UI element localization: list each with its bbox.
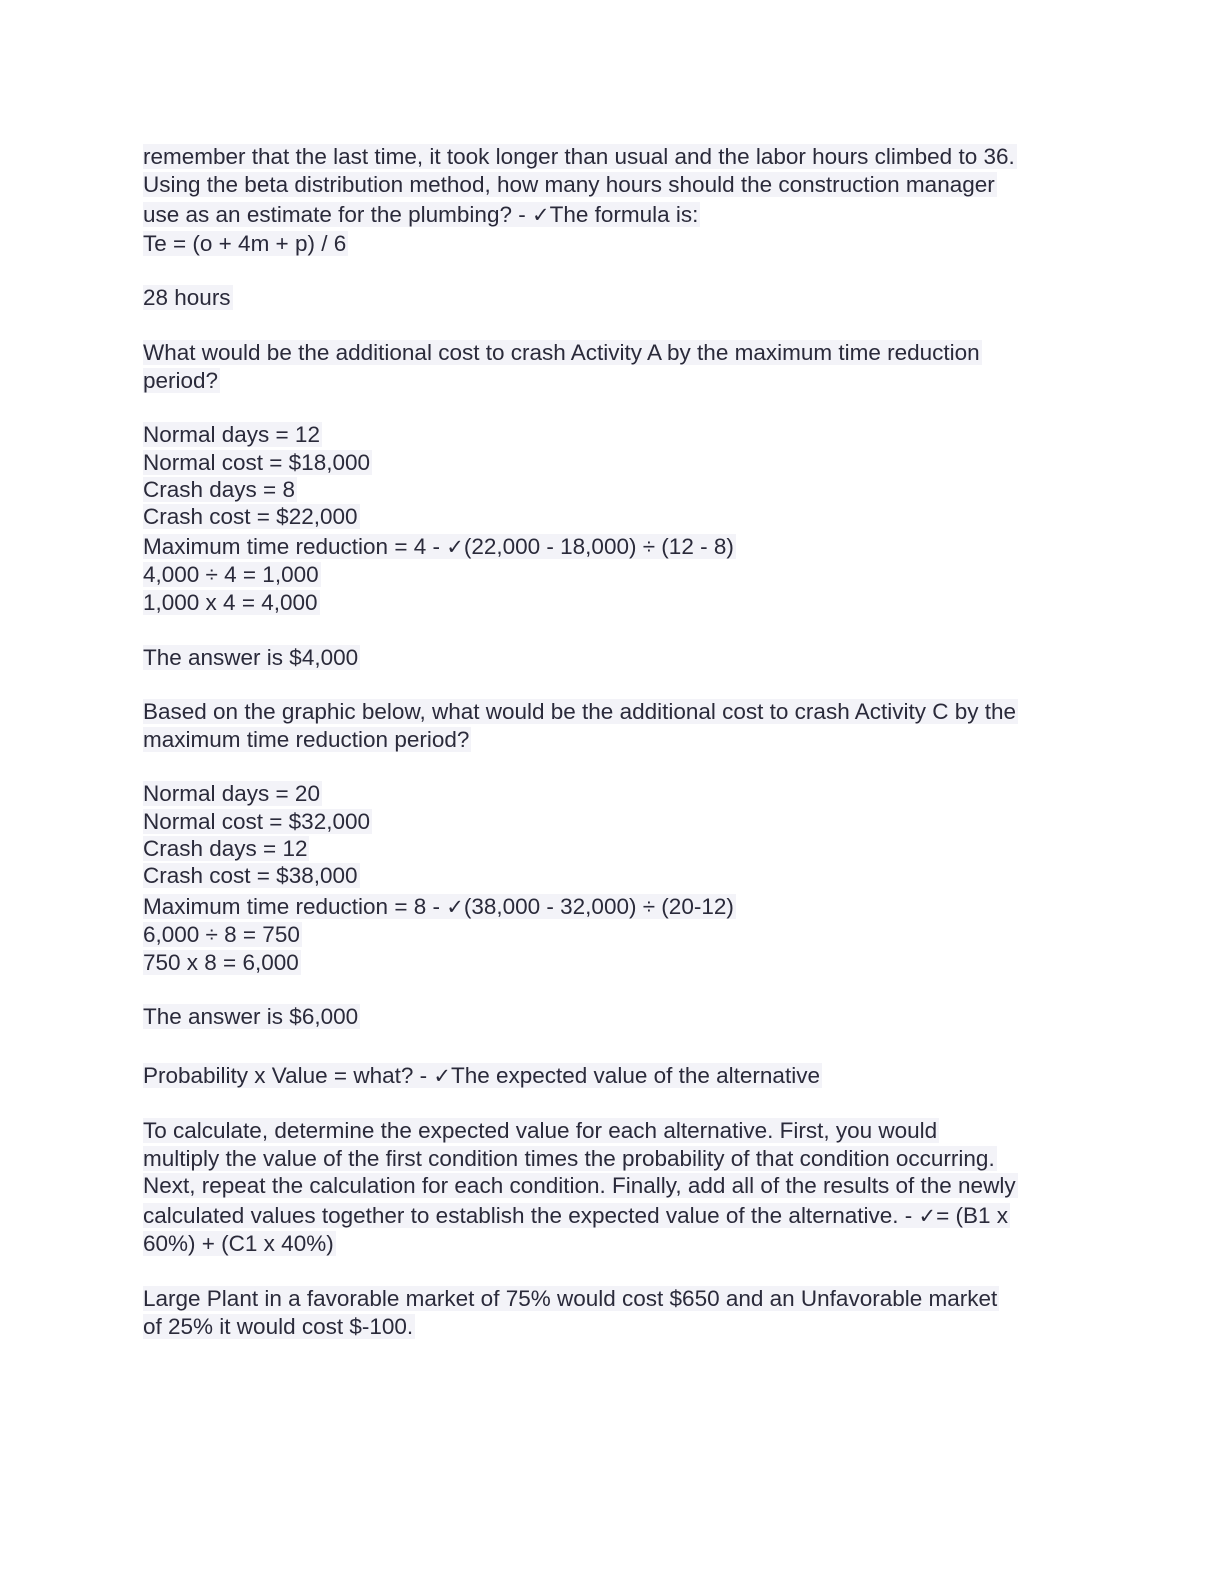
text-line	[143, 862, 360, 889]
text-line	[143, 201, 700, 229]
text-span	[143, 534, 736, 559]
formula-text: Te = (o + 4m + p) / 6	[143, 231, 347, 256]
text-span: Crash days = 12	[143, 836, 308, 861]
text-line	[143, 921, 302, 948]
check-icon: ✓	[446, 895, 464, 919]
answer-text: The answer is $6,000	[143, 1004, 359, 1029]
text-line	[143, 421, 322, 448]
question-text: of 25% it would cost $-100.	[143, 1314, 414, 1339]
answer-text: The formula is:	[549, 202, 699, 227]
check-icon: ✓	[918, 1204, 937, 1228]
check-icon: ✓	[531, 203, 550, 227]
text-line	[143, 1117, 939, 1144]
text-line	[143, 171, 997, 198]
answer-text: 28 hours	[143, 285, 231, 310]
question-text: What would be the additional cost to crash Activity A by the maximum time reduction	[143, 340, 980, 365]
text-line	[143, 726, 471, 753]
text-span: Normal cost = $18,000	[143, 450, 370, 475]
question-text: maximum time reduction period?	[143, 727, 470, 752]
text-line	[143, 1172, 1018, 1199]
text-span: remember that the last time, it took longer than usual and the labor hours climbed to 36.	[143, 144, 1015, 169]
question-text: Large Plant in a favorable market of 75% would cost $650 and an Unfavorable market	[143, 1286, 998, 1311]
text-line	[143, 1230, 336, 1257]
text-span: 6,000 ÷ 8 = 750	[143, 922, 300, 947]
text-line	[143, 230, 348, 257]
answer-text: (38,000 - 32,000) ÷ (20-12)	[463, 894, 734, 919]
text-line	[143, 284, 233, 311]
text-line	[143, 589, 320, 616]
text-span: Crash days = 8	[143, 477, 295, 502]
text-line	[143, 1202, 1010, 1230]
text-line	[143, 143, 1017, 170]
text-span	[143, 202, 700, 227]
answer-text: = (B1 x	[936, 1203, 1008, 1228]
text-line	[143, 808, 372, 835]
answer-text: (22,000 - 18,000) ÷ (12 - 8)	[463, 534, 734, 559]
text-line	[143, 449, 372, 476]
text-line	[143, 949, 301, 976]
text-line	[143, 367, 220, 394]
question-text: use as an estimate for the plumbing? -	[143, 202, 532, 227]
question-text: multiply the value of the first condition times the probability of that condition occurring.	[143, 1146, 995, 1171]
text-line	[143, 1285, 999, 1312]
text-line	[143, 1003, 360, 1030]
check-icon: ✓	[433, 1064, 451, 1088]
text-span: Normal cost = $32,000	[143, 809, 370, 834]
text-line	[143, 780, 322, 807]
text-line	[143, 1145, 997, 1172]
text-line	[143, 533, 736, 561]
text-span	[143, 1203, 1010, 1228]
question-text: Maximum time reduction = 4 -	[143, 534, 447, 559]
question-text: Based on the graphic below, what would be the additional cost to crash Activity C by the	[143, 699, 1017, 724]
text-line	[143, 476, 297, 503]
question-text: Maximum time reduction = 8 -	[143, 894, 447, 919]
question-text: calculated values together to establish the expected value of the alternative. -	[143, 1203, 919, 1228]
answer-text: 60%) + (C1 x 40%)	[143, 1231, 334, 1256]
text-span: 1,000 x 4 = 4,000	[143, 590, 318, 615]
text-span	[143, 894, 736, 919]
text-span	[143, 1063, 822, 1088]
answer-text: The answer is $4,000	[143, 645, 359, 670]
question-text: period?	[143, 368, 219, 393]
text-line	[143, 835, 309, 862]
text-span: 750 x 8 = 6,000	[143, 950, 299, 975]
text-span: 4,000 ÷ 4 = 1,000	[143, 562, 319, 587]
text-line	[143, 503, 360, 530]
text-span: Using the beta distribution method, how many hours should the construction manager	[143, 172, 995, 197]
text-line	[143, 1062, 822, 1090]
text-line	[143, 1313, 415, 1340]
text-line	[143, 893, 736, 921]
text-line	[143, 561, 321, 588]
text-line	[143, 644, 360, 671]
question-text: To calculate, determine the expected value for each alternative. First, you would	[143, 1118, 938, 1143]
text-span: Crash cost = $38,000	[143, 863, 358, 888]
question-text: Probability x Value = what? -	[143, 1063, 434, 1088]
question-text: Next, repeat the calculation for each condition. Finally, add all of the results of the newly	[143, 1173, 1016, 1198]
text-line	[143, 339, 982, 366]
text-span: Crash cost = $22,000	[143, 504, 358, 529]
text-span: Normal days = 12	[143, 422, 320, 447]
check-icon: ✓	[446, 535, 464, 559]
text-span: Normal days = 20	[143, 781, 320, 806]
text-line	[143, 698, 1018, 725]
answer-text: The expected value of the alternative	[450, 1063, 820, 1088]
